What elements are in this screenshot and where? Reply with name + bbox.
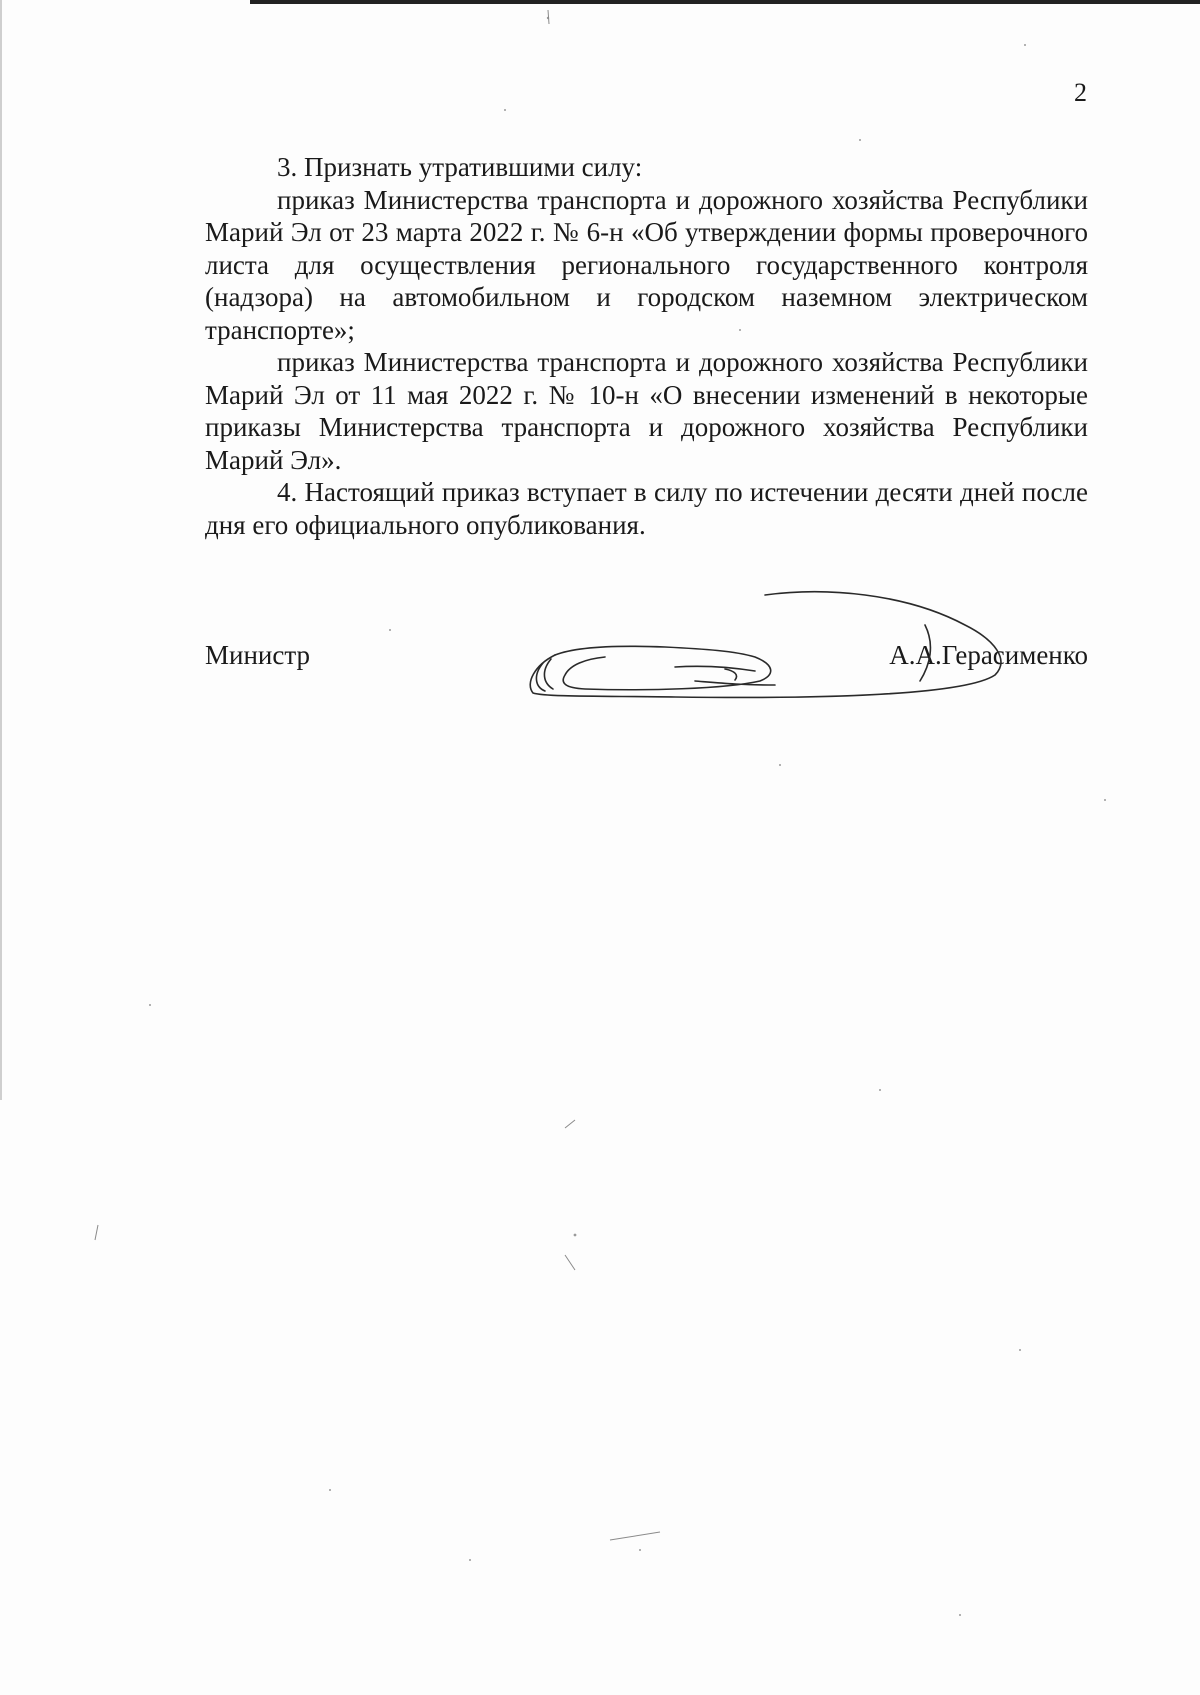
page-number: 2	[1074, 78, 1087, 107]
handwritten-signature	[525, 585, 1015, 715]
document-body	[205, 151, 1088, 541]
paragraph-item-3: 3. Признать утратившими силу:	[277, 152, 643, 182]
signatory-title: Министр	[205, 640, 310, 670]
scan-left-edge	[0, 0, 2, 1100]
signatory-name: А.А.Герасименко	[889, 640, 1088, 670]
paragraph-item-4: 4. Настоящий приказ вступает в силу по истечении десяти дней после дня его официального опубликования.	[205, 477, 1088, 540]
paragraph-repealed-order-1: приказ Министерства транспорта и дорожного хозяйства Республики Марий Эл от 23 марта 2022 г. № 6-н «Об утверждении формы проверочного листа для осуществления регионального государственного контроля (надзора) на автомобильном и городском наземном электрическом транспорте»;	[205, 184, 1088, 345]
scan-top-edge	[250, 0, 1200, 4]
paragraph-repealed-order-2: приказ Министерства транспорта и дорожного хозяйства Республики Марий Эл от 11 мая 2022 г. № 10-н «О внесении изменений в некоторые приказы Министерства транспорта и дорожного хозяйства Республики Марий Эл».	[205, 347, 1088, 475]
